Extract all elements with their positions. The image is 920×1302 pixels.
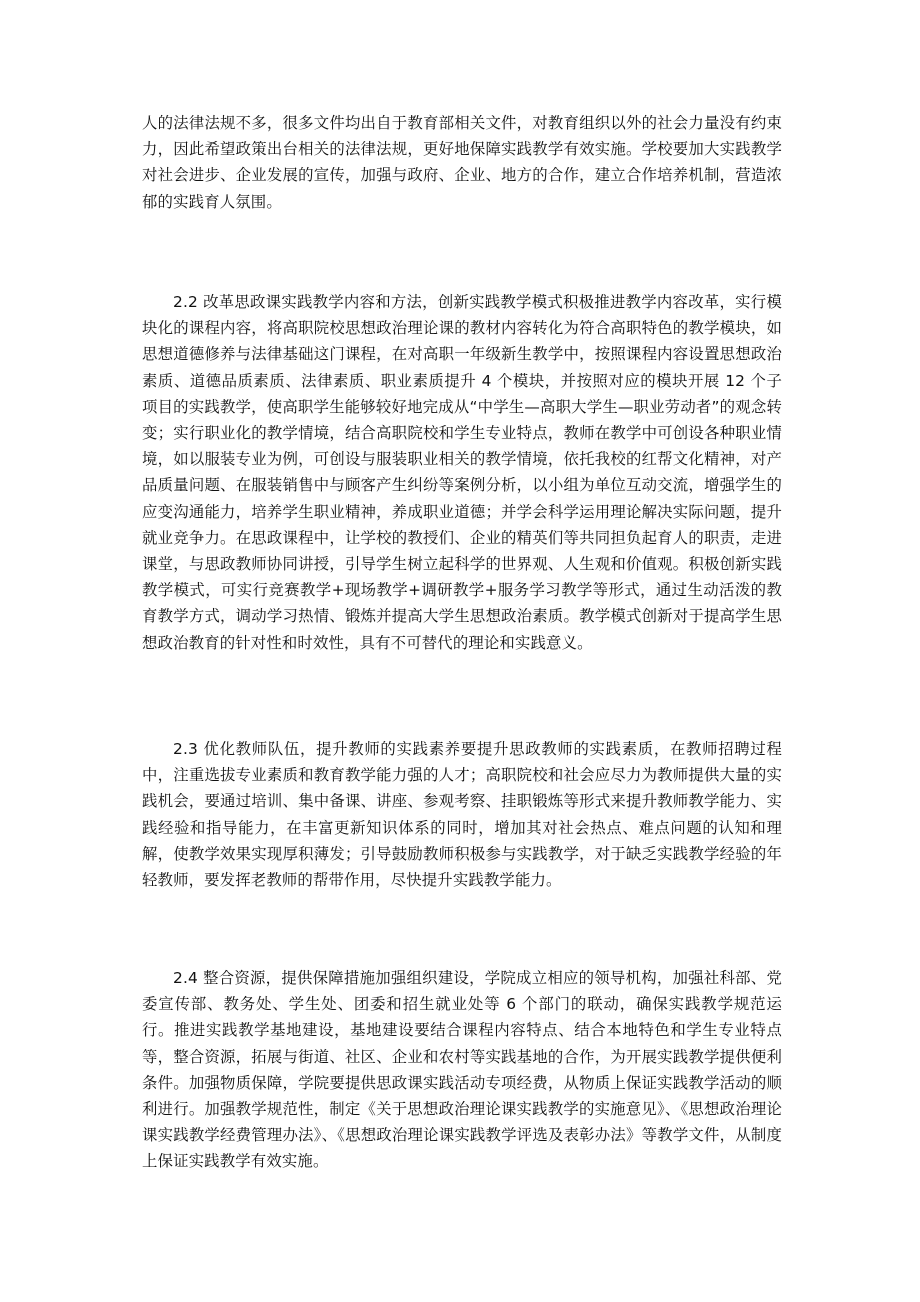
paragraph-section-2-2: 2.2 改革思政课实践教学内容和方法，创新实践教学模式积极推进教学内容改革，实行模块化的课程内容，将高职院校思想政治理论课的教材内容转化为符合高职特色的教学模块，如思想道德修养与法律基础这门课程，在对高职一年级新生教学中，按照课程内容设置思想政治素质、道德品质素质、法律素质、职业素质提升 4 个模块，并按照对应的模块开展 12 个子项目的实践教学，使高职学生能够较好地完成从“中学生—高职大学生—职业劳动者”的观念转变；实行职业化的教学情境，结合高职院校和学生专业特点，教师在教学中可创设各种职业情境，如以服装专业为例，可创设与服装职业相关的教学情境，依托我校的红帮文化精神，对产品质量问题、在服装销售中与顾客产生纠纷等案例分析，以小组为单位互动交流，增强学生的应变沟通能力，培养学生职业精神，养成职业道德；并学会科学运用理论解决实际问题，提升就业竞争力。在思政课程中，让学校的教授们、企业的精英们等共同担负起育人的职责，走进课堂，与思政教师协同讲授，引导学生树立起科学的世界观、人生观和价值观。积极创新实践教学模式，可实行竞赛教学+现场教学+调研教学+服务学习教学等形式，通过生动活泼的教育教学方式，调动学习热情、锻炼并提高大学生思想政治素质。教学模式创新对于提高学生思想政治教育的针对性和时效性，具有不可替代的理论和实践意义。 — [142, 293, 782, 652]
paragraph-section-2-3: 2.3 优化教师队伍，提升教师的实践素养要提升思政教师的实践素质，在教师招聘过程中，注重选拔专业素质和教育教学能力强的人才；高职院校和社会应尽力为教师提供大量的实践机会，要通过培训、集中备课、讲座、参观考察、挂职锻炼等形式来提升教师教学能力、实践经验和指导能力，在丰富更新知识体系的同时，增加其对社会热点、难点问题的认知和理解，使教学效果实现厚积薄发；引导鼓励教师积极参与实践教学，对于缺乏实践教学经验的年轻教师，要发挥老教师的帮带作用，尽快提升实践教学能力。 — [142, 740, 782, 890]
paragraph-continuation: 人的法律法规不多，很多文件均出自于教育部相关文件，对教育组织以外的社会力量没有约束力，因此希望政策出台相关的法律法规，更好地保障实践教学有效实施。学校要加大实践教学对社会进步、企业发展的宣传，加强与政府、企业、地方的合作，建立合作培养机制，营造浓郁的实践育人氛围。 — [142, 114, 782, 211]
paragraph-section-2-4: 2.4 整合资源，提供保障措施加强组织建设，学院成立相应的领导机构，加强社科部、党委宣传部、教务处、学生处、团委和招生就业处等 6 个部门的联动，确保实践教学规范运行。推进实践教学基地建设，基地建设要结合课程内容特点、结合本地特色和学生专业特点等，整合资源，拓展与街道、社区、企业和农村等实践基地的合作，为开展实践教学提供便利条件。加强物质保障，学院要提供思政课实践活动专项经费，从物质上保证实践教学活动的顺利进行。加强教学规范性，制定《关于思想政治理论课实践教学的实施意见》、《思想政治理论课实践教学经费管理办法》、《思想政治理论课实践教学评选及表彰办法》等教学文件，从制度上保证实践教学有效实施。 — [142, 969, 782, 1171]
